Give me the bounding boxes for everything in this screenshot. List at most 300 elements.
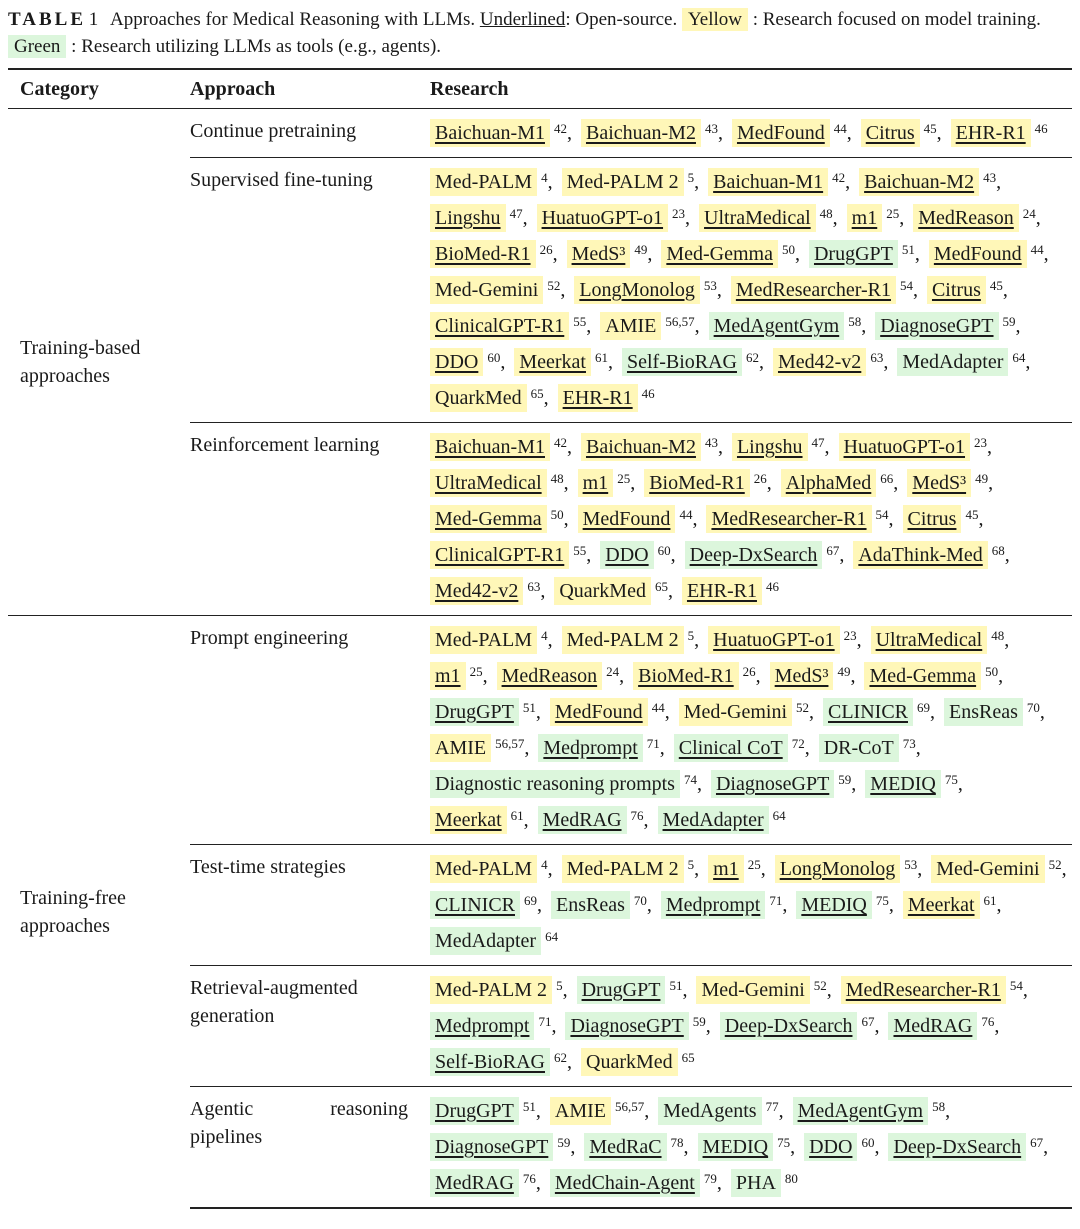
research-item: MedResearcher-R1 $^{54}$, (706, 508, 897, 530)
research-item-name: MedAgentGym (793, 1097, 929, 1125)
research-item-name: ClinicalGPT-R1 (430, 541, 569, 569)
research-item-name: MedS³ (567, 240, 631, 268)
research-item: CLINICR $^{69}$, (823, 701, 939, 723)
reference-number: 46 (765, 579, 779, 594)
research-item: QuarkMed $^{65}$, (430, 387, 553, 409)
research-item: MedRAG $^{76}$, (888, 1015, 1003, 1037)
research-item-name: Med-PALM 2 (562, 855, 684, 883)
reference-number: 44 (679, 507, 693, 522)
reference-number: 26 (742, 664, 756, 679)
research-item-name: AdaThink-Med (853, 541, 987, 569)
research-item-name: MedFound (929, 240, 1027, 268)
research-item: Med-PALM 2 $^5$, (562, 629, 704, 651)
research-item: UltraMedical $^{48}$, (871, 629, 1014, 651)
research-item-name: MedResearcher-R1 (706, 505, 871, 533)
research-item-name: Self-BioRAG (430, 1048, 550, 1076)
reference-number: 5 (687, 857, 695, 872)
reference-number: 64 (772, 808, 786, 823)
research-item: Medprompt $^{71}$, (430, 1015, 560, 1037)
research-item: Lingshu $^{47}$, (732, 436, 834, 458)
research-item-name: Med-PALM (430, 855, 537, 883)
research-item: Med42-v2 $^{63}$, (430, 580, 549, 602)
header-category: Category (20, 77, 99, 100)
research-item-name: Deep-DxSearch (685, 541, 823, 569)
reference-number: 56,57 (665, 314, 695, 329)
research-item-name: MedReason (497, 662, 603, 690)
research-item (658, 809, 786, 831)
research-item (731, 1172, 798, 1194)
reference-number: 55 (573, 543, 587, 558)
research-item: Medprompt $^{71}$, (661, 894, 791, 916)
research-item: LongMonolog $^{53}$, (574, 279, 726, 301)
research-item: MedFound $^{44}$, (929, 243, 1053, 265)
research-item: Baichuan-M1 $^{42}$, (430, 122, 576, 144)
reference-number: 60 (487, 350, 501, 365)
legend-yellow-swatch: Yellow (682, 8, 748, 31)
research-item-name: Med42-v2 (773, 348, 866, 376)
research-item-name: Medprompt (538, 734, 642, 762)
research-cell (424, 616, 1072, 845)
research-item-name: Med-Gemma (661, 240, 778, 268)
research-item-name: Med42-v2 (430, 577, 523, 605)
reference-number: 64 (1012, 350, 1026, 365)
reference-number: 56,57 (495, 736, 525, 751)
category-cell: Training-based approaches (8, 109, 190, 616)
reference-number: 48 (819, 206, 833, 221)
approach-cell: Continue pretraining (190, 109, 424, 158)
header-research: Research (430, 77, 509, 100)
reference-number: 45 (923, 121, 937, 136)
caption-text: Approaches for Medical Reasoning with LLMs. (109, 9, 476, 30)
reference-number: 52 (1048, 857, 1062, 872)
reference-number: 50 (985, 664, 999, 679)
research-item: BioMed-R1 $^{26}$, (430, 243, 562, 265)
research-item-name: MedChain-Agent (550, 1169, 700, 1197)
research-item-name: AMIE (430, 734, 491, 762)
research-item-name: Med-Gemini (679, 698, 792, 726)
research-item-name: Baichuan-M2 (581, 119, 701, 147)
reference-number: 23 (672, 206, 686, 221)
research-item-name: Med-Gemma (864, 662, 981, 690)
research-cell (424, 845, 1072, 966)
reference-number: 73 (902, 736, 916, 751)
research-item-name: MedFound (550, 698, 648, 726)
reference-number: 53 (703, 278, 717, 293)
research-item-name: m1 (708, 855, 744, 883)
research-item-name: MedFound (732, 119, 830, 147)
research-item: Citrus $^{45}$, (861, 122, 946, 144)
research-item: Med-Gemini $^{52}$, (696, 979, 835, 1001)
research-item-name: DrugGPT (430, 1097, 519, 1125)
research-item-name: MedAdapter (658, 806, 769, 834)
reference-number: 70 (1026, 700, 1040, 715)
reference-number: 78 (670, 1135, 684, 1150)
research-item-name: MEDIQ (865, 770, 941, 798)
research-item: MedRaC $^{78}$, (584, 1136, 692, 1158)
research-item: Med-Gemma $^{50}$, (430, 508, 573, 530)
reference-number: 53 (904, 857, 918, 872)
research-item (558, 387, 655, 409)
legend-underlined: Underlined (479, 9, 566, 30)
research-item-name: DrugGPT (430, 698, 519, 726)
research-item-name: DiagnoseGPT (565, 1012, 688, 1040)
research-item-name: UltraMedical (699, 204, 816, 232)
research-item-name: EHR-R1 (558, 384, 638, 412)
research-item: Meerkat $^{61}$, (903, 894, 1006, 916)
reference-number: 51 (669, 978, 683, 993)
research-item: Self-BioRAG $^{62}$, (622, 351, 768, 373)
research-item-name: ClinicalGPT-R1 (430, 312, 569, 340)
reference-number: 59 (557, 1135, 571, 1150)
reference-number: 43 (704, 121, 718, 136)
research-item-name: Citrus (903, 505, 962, 533)
research-item: AMIE $^{56,57}$, (550, 1100, 653, 1122)
reference-number: 49 (975, 471, 989, 486)
research-item: Med-PALM $^4$, (430, 171, 557, 193)
reference-number: 42 (832, 170, 846, 185)
table-row (8, 109, 1072, 158)
reference-number: 70 (633, 893, 647, 908)
research-item-name: Med-Gemini (430, 276, 543, 304)
research-item: Deep-DxSearch $^{67}$, (888, 1136, 1052, 1158)
research-item: MedAdapter $^{64}$, (897, 351, 1034, 373)
reference-number: 75 (777, 1135, 791, 1150)
reference-number: 59 (692, 1014, 706, 1029)
research-item-name: m1 (430, 662, 466, 690)
reference-number: 4 (541, 628, 548, 643)
reference-number: 42 (553, 121, 567, 136)
reference-number: 62 (554, 1050, 567, 1065)
research-item-name: MEDIQ (698, 1133, 774, 1161)
research-item-name: Clinical CoT (674, 734, 788, 762)
research-item-name: AMIE (600, 312, 661, 340)
header-approach: Approach (190, 77, 276, 100)
research-cell (424, 109, 1072, 158)
research-item: Lingshu $^{47}$, (430, 207, 532, 229)
reference-number: 5 (687, 170, 695, 185)
reference-number: 46 (1034, 121, 1048, 136)
research-item: DiagnoseGPT $^{59}$, (711, 773, 860, 795)
research-item-name: Med-Gemini (696, 976, 809, 1004)
research-item-name: MedRAG (888, 1012, 977, 1040)
research-item-name: HuatuoGPT-o1 (839, 433, 970, 461)
research-item: UltraMedical $^{48}$, (699, 207, 842, 229)
research-item-name: Deep-DxSearch (720, 1012, 858, 1040)
research-item-name: MedAgents (658, 1097, 761, 1125)
approach-cell: Reinforcement learning (190, 423, 424, 616)
research-item: Med-PALM $^4$, (430, 858, 557, 880)
research-item: HuatuoGPT-o1 $^{23}$, (708, 629, 865, 651)
research-item: DDO $^{60}$, (804, 1136, 883, 1158)
research-item: EnsReas $^{70}$, (944, 701, 1049, 723)
reference-number: 44 (1030, 242, 1044, 257)
research-item-name: LongMonolog (775, 855, 901, 883)
research-item: Baichuan-M1 $^{42}$, (708, 171, 854, 193)
reference-number: 47 (509, 206, 523, 221)
research-item: DrugGPT $^{51}$, (809, 243, 924, 265)
research-item-name: MedFound (578, 505, 676, 533)
research-item: MedRAG $^{76}$, (538, 809, 653, 831)
research-item: MedReason $^{24}$, (497, 665, 629, 687)
reference-number: 60 (861, 1135, 875, 1150)
reference-number: 66 (880, 471, 894, 486)
research-item: QuarkMed $^{65}$, (554, 580, 677, 602)
research-list (430, 164, 1072, 416)
research-item: MedFound $^{44}$, (732, 122, 856, 144)
reference-number: 71 (538, 1014, 552, 1029)
reference-number: 49 (837, 664, 851, 679)
reference-number: 42 (553, 435, 567, 450)
research-cell (424, 158, 1072, 423)
research-item (682, 580, 779, 602)
reference-number: 75 (944, 772, 958, 787)
research-item-name: Med-Gemma (430, 505, 547, 533)
reference-number: 59 (838, 772, 852, 787)
reference-number: 43 (983, 170, 997, 185)
research-item: Baichuan-M2 $^{43}$, (581, 122, 727, 144)
research-item: Meerkat $^{61}$, (514, 351, 617, 373)
reference-number: 71 (646, 736, 660, 751)
research-item-name: MedResearcher-R1 (731, 276, 896, 304)
research-item-name: Baichuan-M2 (859, 168, 979, 196)
research-item-name: CLINICR (430, 891, 520, 919)
research-item: Med-Gemini $^{52}$, (931, 858, 1070, 880)
legend-green-swatch: Green (8, 35, 66, 58)
research-item-name: DR-CoT (819, 734, 899, 762)
reference-number: 68 (991, 543, 1005, 558)
research-item: MedRAG $^{76}$, (430, 1172, 545, 1194)
research-item-name: MedS³ (770, 662, 834, 690)
reference-number: 76 (522, 1171, 536, 1186)
research-item-name: Med-PALM 2 (430, 976, 552, 1004)
research-item: Med-Gemini $^{52}$, (679, 701, 818, 723)
research-item: DR-CoT $^{73}$, (819, 737, 925, 759)
research-item: BioMed-R1 $^{26}$, (633, 665, 765, 687)
table-number: 1 (88, 9, 99, 30)
research-item: DrugGPT $^{51}$, (430, 1100, 545, 1122)
reference-number: 54 (875, 507, 889, 522)
table-caption (8, 6, 1074, 60)
research-item-name: DrugGPT (809, 240, 898, 268)
research-item-name: m1 (847, 204, 883, 232)
research-item-name: Med-Gemini (931, 855, 1044, 883)
research-item: Deep-DxSearch $^{67}$, (720, 1015, 884, 1037)
research-item: MedFound $^{44}$, (550, 701, 674, 723)
research-item-name: EnsReas (551, 891, 630, 919)
research-item: Medprompt $^{71}$, (538, 737, 668, 759)
research-item-name: QuarkMed (430, 384, 527, 412)
reference-number: 50 (781, 242, 795, 257)
research-item-name: MedReason (913, 204, 1019, 232)
reference-number: 77 (765, 1099, 779, 1114)
research-list (430, 851, 1072, 959)
research-item: Baichuan-M1 $^{42}$, (430, 436, 576, 458)
reference-number: 52 (796, 700, 809, 715)
reference-number: 24 (1022, 206, 1036, 221)
research-item-name: MedAgentGym (709, 312, 845, 340)
reference-number: 67 (1030, 1135, 1044, 1150)
table-row (8, 616, 1072, 845)
research-item-name: MedRAG (538, 806, 627, 834)
reference-number: 45 (989, 278, 1003, 293)
approaches-table (8, 68, 1072, 1209)
reference-number: 44 (651, 700, 665, 715)
research-item: Med-PALM $^4$, (430, 629, 557, 651)
research-item-name: AMIE (550, 1097, 611, 1125)
research-list (430, 972, 1072, 1080)
research-item-name: BioMed-R1 (633, 662, 739, 690)
reference-number: 26 (539, 242, 553, 257)
reference-number: 79 (703, 1171, 717, 1186)
research-item: ClinicalGPT-R1 $^{55}$, (430, 544, 595, 566)
research-item: Med-Gemma $^{50}$, (864, 665, 1007, 687)
reference-number: 51 (901, 242, 915, 257)
reference-number: 48 (550, 471, 564, 486)
research-item: Clinical CoT $^{72}$, (674, 737, 814, 759)
reference-number: 24 (606, 664, 620, 679)
reference-number: 71 (769, 893, 783, 908)
research-item-name: Meerkat (903, 891, 980, 919)
research-item (430, 930, 558, 952)
research-item-name: Deep-DxSearch (888, 1133, 1026, 1161)
reference-number: 49 (634, 242, 648, 257)
reference-number: 69 (524, 893, 537, 908)
research-item-name: Med-PALM 2 (562, 626, 684, 654)
research-item-name: CLINICR (823, 698, 913, 726)
research-item-name: Medprompt (661, 891, 765, 919)
reference-number: 69 (917, 700, 930, 715)
research-item-name: UltraMedical (871, 626, 988, 654)
research-item: Meerkat $^{61}$, (430, 809, 533, 831)
reference-number: 47 (811, 435, 825, 450)
reference-number: 75 (875, 893, 889, 908)
research-item-name: Lingshu (430, 204, 506, 232)
research-item: BioMed-R1 $^{26}$, (644, 472, 776, 494)
research-item: Med-PALM 2 $^5$, (430, 979, 572, 1001)
research-item: DiagnoseGPT $^{59}$, (565, 1015, 714, 1037)
research-item-name: DDO (430, 348, 483, 376)
research-item-name: UltraMedical (430, 469, 547, 497)
reference-number: 23 (843, 628, 857, 643)
reference-number: 76 (630, 808, 644, 823)
approach-cell: Retrieval-augmented generation (190, 966, 424, 1087)
legend-green-desc: : Research utilizing LLMs as tools (e.g., agents). (71, 36, 442, 57)
research-item-name: QuarkMed (581, 1048, 678, 1076)
reference-number: 63 (870, 350, 884, 365)
reference-number: 74 (683, 772, 697, 787)
research-item-name: Citrus (861, 119, 920, 147)
research-item: m1 $^{25}$, (578, 472, 640, 494)
research-item: HuatuoGPT-o1 $^{23}$, (839, 436, 996, 458)
reference-number: 5 (556, 978, 563, 993)
research-item: Baichuan-M2 $^{43}$, (859, 171, 1005, 193)
research-list (430, 115, 1072, 151)
reference-number: 25 (469, 664, 483, 679)
research-item-name: DDO (600, 541, 653, 569)
research-item-name: QuarkMed (554, 577, 651, 605)
legend-underlined-desc: : Open-source. (565, 9, 678, 30)
research-item: Med42-v2 $^{63}$, (773, 351, 892, 373)
research-item-name: Med-PALM 2 (562, 168, 684, 196)
research-item: Med-Gemma $^{50}$, (661, 243, 804, 265)
research-item: MEDIQ $^{75}$, (698, 1136, 800, 1158)
research-item: Self-BioRAG $^{62}$, (430, 1051, 576, 1073)
research-item-name: Med-PALM (430, 626, 537, 654)
research-item: MedS³ $^{49}$, (907, 472, 997, 494)
research-cell (424, 966, 1072, 1087)
table-body (8, 109, 1072, 1209)
legend-yellow-desc: : Research focused on model training. (752, 9, 1041, 30)
research-item-name: DiagnoseGPT (430, 1133, 553, 1161)
research-item: UltraMedical $^{48}$, (430, 472, 573, 494)
reference-number: 54 (899, 278, 913, 293)
research-item: MEDIQ $^{75}$, (796, 894, 898, 916)
research-item-name: EnsReas (944, 698, 1023, 726)
research-item-name: MedRAG (430, 1169, 519, 1197)
reference-number: 59 (1002, 314, 1016, 329)
reference-number: 67 (826, 543, 840, 558)
research-item: MedChain-Agent $^{79}$, (550, 1172, 726, 1194)
reference-number: 44 (833, 121, 847, 136)
reference-number: 56,57 (615, 1099, 645, 1114)
research-item-name: Med-PALM (430, 168, 537, 196)
research-item: ClinicalGPT-R1 $^{55}$, (430, 315, 595, 337)
approach-cell: Agentic reasoning pipelines (190, 1087, 424, 1209)
research-cell (424, 423, 1072, 616)
approach-cell: Test-time strategies (190, 845, 424, 966)
research-item: MedFound $^{44}$, (578, 508, 702, 530)
reference-number: 52 (813, 978, 827, 993)
research-item-name: MedS³ (907, 469, 971, 497)
research-item-name: LongMonolog (574, 276, 700, 304)
reference-number: 51 (522, 700, 536, 715)
research-item: DDO $^{60}$, (600, 544, 679, 566)
research-item: Citrus $^{45}$, (927, 279, 1012, 301)
research-item: m1 $^{25}$, (847, 207, 909, 229)
research-item: Deep-DxSearch $^{67}$, (685, 544, 849, 566)
research-item-name: MedResearcher-R1 (841, 976, 1006, 1004)
research-item-name: DiagnoseGPT (875, 312, 998, 340)
research-item: DiagnoseGPT $^{59}$, (875, 315, 1024, 337)
reference-number: 62 (745, 350, 759, 365)
research-item-name: MedAdapter (430, 927, 541, 955)
reference-number: 54 (1009, 978, 1023, 993)
reference-number: 5 (687, 628, 695, 643)
research-item: MedS³ $^{49}$, (567, 243, 657, 265)
research-item: MEDIQ $^{75}$, (865, 773, 967, 795)
reference-number: 48 (991, 628, 1005, 643)
research-item: Med-Gemini $^{52}$, (430, 279, 569, 301)
reference-number: 60 (657, 543, 671, 558)
research-item-name: EHR-R1 (951, 119, 1031, 147)
reference-number: 61 (983, 893, 997, 908)
research-item: Med-PALM 2 $^5$, (562, 858, 704, 880)
research-item-name: DrugGPT (577, 976, 666, 1004)
research-item-name: HuatuoGPT-o1 (537, 204, 668, 232)
research-item-name: Baichuan-M1 (430, 433, 550, 461)
research-item-name: Medprompt (430, 1012, 534, 1040)
reference-number: 50 (550, 507, 564, 522)
research-item-name: PHA (731, 1169, 781, 1197)
research-item: DiagnoseGPT $^{59}$, (430, 1136, 579, 1158)
research-item-name: EHR-R1 (682, 577, 762, 605)
reference-number: 23 (974, 435, 988, 450)
research-item: MedS³ $^{49}$, (770, 665, 860, 687)
research-item-name: AlphaMed (781, 469, 877, 497)
research-item-name: Baichuan-M2 (581, 433, 701, 461)
research-item-name: Lingshu (732, 433, 808, 461)
research-item: MedResearcher-R1 $^{54}$, (841, 979, 1032, 1001)
